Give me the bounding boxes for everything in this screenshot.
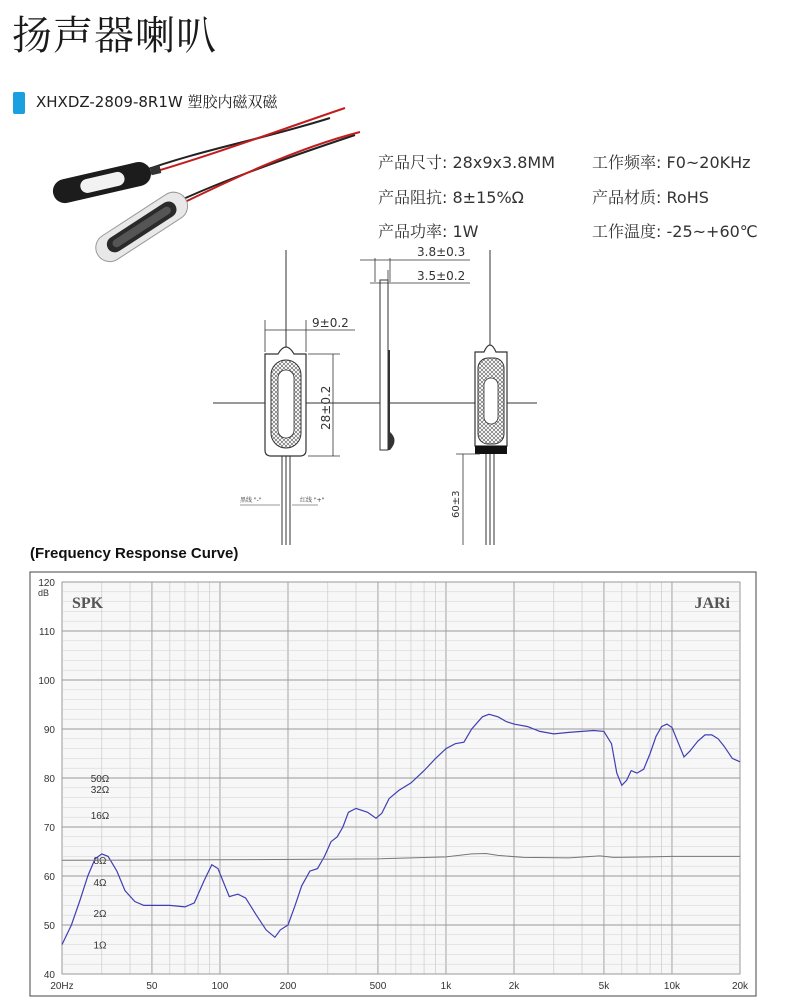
spec-value: RoHS: [666, 188, 709, 207]
x-tick-label: 20Hz: [50, 981, 74, 992]
spec-value: 8±15%Ω: [452, 188, 524, 207]
impedance-tick-label: 2Ω: [93, 908, 107, 920]
y-tick-label: 60: [43, 872, 55, 883]
spec-value: -25~+60℃: [666, 222, 758, 241]
spec-label: 产品尺寸:: [378, 153, 448, 172]
x-tick-label: 2k: [508, 981, 520, 992]
y-tick-label: 90: [43, 725, 55, 736]
wire-label-red: 红线 "+": [300, 497, 325, 504]
x-tick-label: 50: [146, 981, 158, 992]
x-tick-label: 200: [279, 981, 297, 992]
impedance-tick-label: 16Ω: [90, 810, 110, 822]
page-title: 扬声器喇叭: [12, 13, 217, 59]
x-tick-label: 500: [369, 981, 387, 992]
spec-label: 工作温度:: [592, 222, 662, 241]
y-tick-label: 80: [43, 774, 55, 785]
y-tick-label: 50: [43, 921, 55, 932]
x-tick-label: 5k: [598, 981, 610, 992]
impedance-tick-label: 1Ω: [93, 940, 107, 952]
grid: [62, 582, 740, 974]
spec-label: 工作频率:: [592, 153, 662, 172]
spec-value: 28x9x3.8MM: [452, 153, 556, 172]
impedance-tick-label: 32Ω: [90, 784, 110, 796]
watermark-left: SPK: [72, 595, 104, 612]
spec-label: 产品材质:: [592, 188, 662, 207]
x-tick-label: 20k: [731, 981, 749, 992]
frequency-response-chart: [0, 568, 790, 1000]
front-view: [240, 316, 355, 545]
y-tick-label: 70: [43, 823, 55, 834]
impedance-tick-label: 8Ω: [93, 855, 107, 867]
spec-value: F0~20KHz: [666, 153, 751, 172]
y-tick-label: 120: [38, 578, 55, 589]
dim-wire-length: 60±3: [451, 490, 462, 518]
watermark-right: JARi: [694, 595, 730, 612]
impedance-tick-label: 50Ω: [90, 774, 110, 785]
x-tick-label: 10k: [663, 981, 681, 992]
impedance-tick-label: 4Ω: [93, 877, 107, 889]
back-view: [451, 345, 507, 545]
dim-length: 28±0.2: [319, 385, 333, 430]
y-unit-label: dB: [38, 588, 50, 598]
frequency-response-title: (Frequency Response Curve): [30, 545, 239, 562]
wire-label-black: 黑线 "-": [240, 497, 262, 504]
dim-width: 9±0.2: [312, 316, 349, 330]
x-tick-label: 1k: [440, 981, 452, 992]
dim-thickness-inner: 3.5±0.2: [417, 269, 466, 283]
model-name: XHXDZ-2809-8R1W 塑胶内磁双磁: [36, 93, 278, 111]
x-tick-label: 100: [211, 981, 229, 992]
dim-thickness: 3.8±0.3: [417, 245, 466, 259]
y-tick-label: 110: [39, 627, 55, 638]
spec-value: 1W: [452, 222, 479, 241]
spec-label: 产品功率:: [378, 222, 448, 241]
y-tick-label: 40: [43, 970, 55, 981]
spec-label: 产品阻抗:: [378, 188, 448, 207]
side-view: [360, 245, 470, 450]
y-tick-label: 100: [38, 676, 55, 687]
